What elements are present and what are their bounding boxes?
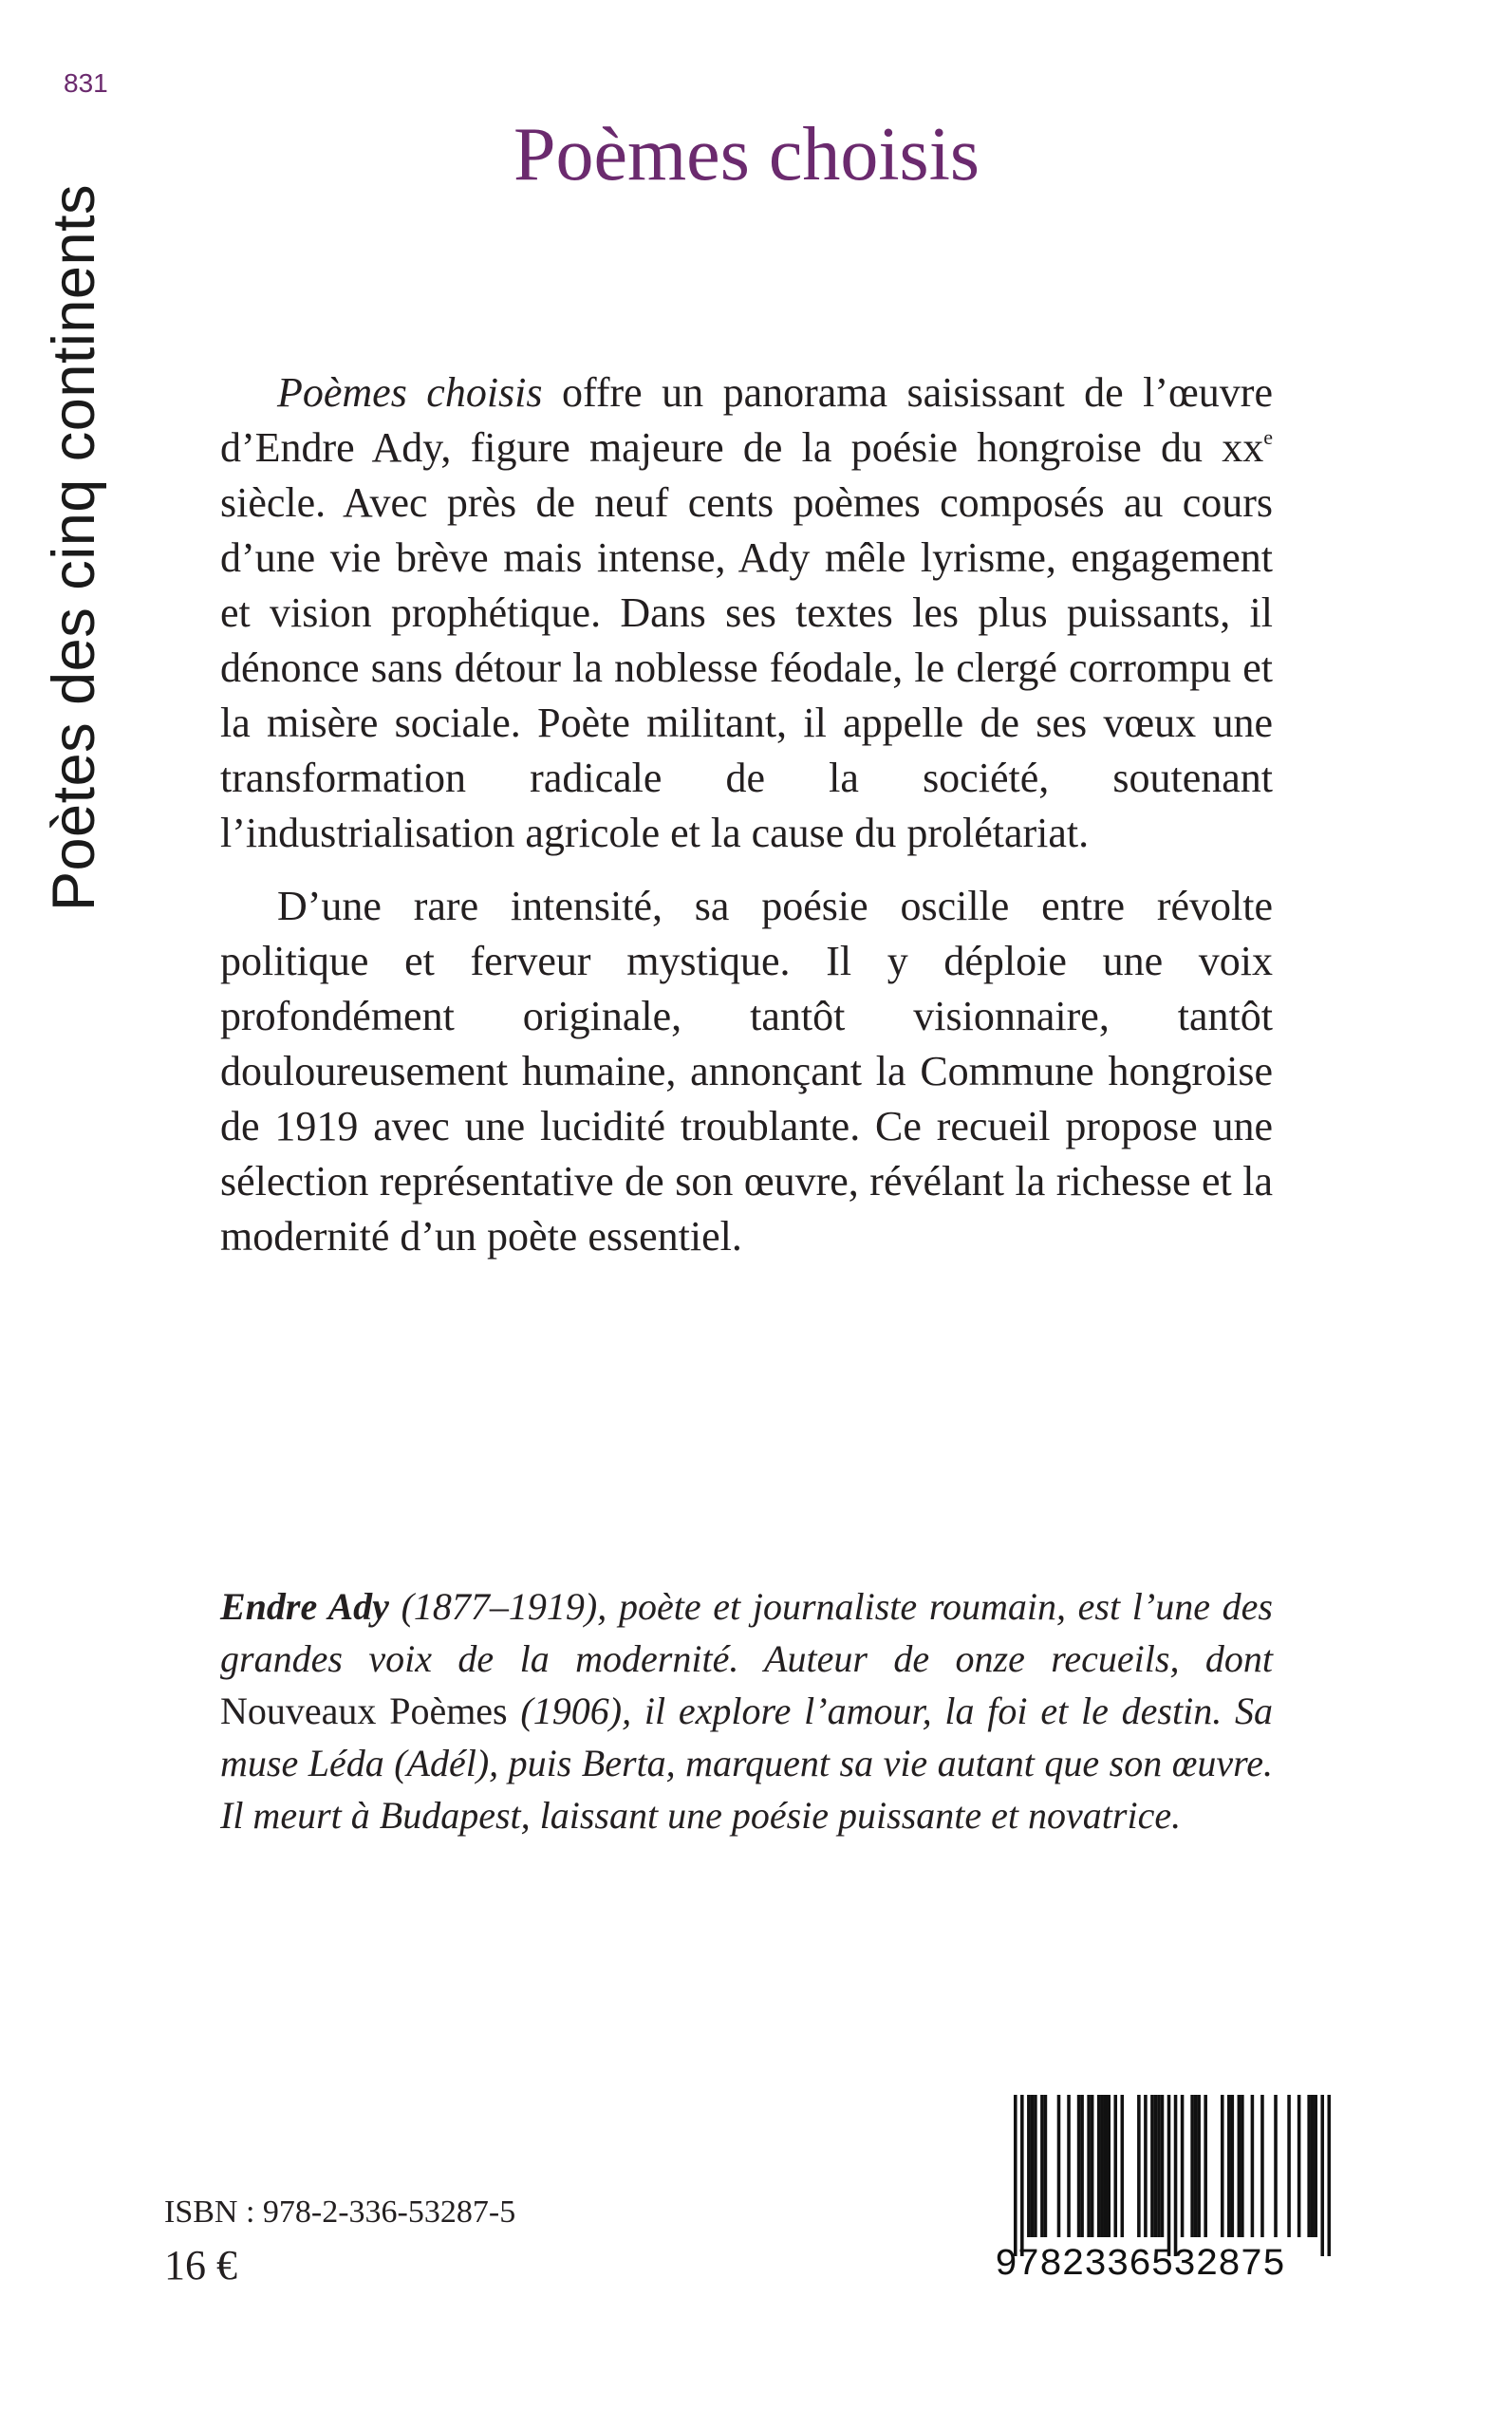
barcode-bar xyxy=(1251,2095,1255,2237)
barcode-bar xyxy=(1287,2095,1291,2237)
barcode-bar xyxy=(1137,2095,1141,2237)
barcode-bar xyxy=(1014,2095,1017,2256)
summary-text-b: siècle. Avec près de neuf cents poèmes composés au cours d’une vie brève mais intense, Ady mêle lyrisme, engagement et vision prophétique. Dans ses textes les plus puissants, il dénonce sans détour la noblesse féodale, le clergé corrompu et la misère sociale. Poète militant, il appelle de ses vœux une transformation radicale de la société, soutenant l’industrialisation agricole et la cause du prolétariat. xyxy=(220,479,1273,856)
barcode-bar xyxy=(1320,2095,1324,2256)
barcode-bar xyxy=(1150,2095,1154,2237)
barcode-bar xyxy=(1107,2095,1111,2237)
series-number: 831 xyxy=(64,68,108,98)
barcode-bar xyxy=(1104,2095,1108,2237)
barcode-bar xyxy=(1314,2095,1317,2237)
author-bio-paragraph xyxy=(220,1580,1273,1841)
barcode-bar xyxy=(1091,2095,1094,2237)
barcode-bar xyxy=(1154,2095,1158,2237)
summary-century: xx xyxy=(1222,424,1264,471)
barcode-bar xyxy=(1181,2095,1185,2237)
barcode-bar xyxy=(1231,2095,1235,2237)
barcode-bar xyxy=(1121,2095,1125,2237)
barcode-bar xyxy=(1161,2095,1165,2237)
barcode-bar xyxy=(1020,2095,1024,2256)
barcode-bar xyxy=(1087,2095,1091,2237)
barcode-bar xyxy=(1194,2095,1198,2237)
isbn: ISBN : 978-2-336-53287-5 xyxy=(164,2194,516,2230)
barcode-bar xyxy=(1027,2095,1031,2237)
book-title: Poèmes choisis xyxy=(513,113,980,196)
barcode-bar xyxy=(1307,2095,1311,2237)
author-name: Endre Ady xyxy=(220,1585,389,1628)
series-name: Poètes des cinq continents xyxy=(41,184,107,911)
barcode-bar xyxy=(1238,2095,1241,2237)
barcode-bar xyxy=(1077,2095,1081,2237)
barcode-bar xyxy=(1080,2095,1084,2237)
barcode-bar xyxy=(1034,2095,1037,2237)
barcode-bar xyxy=(1174,2095,1178,2256)
summary-paragraph-1 xyxy=(220,365,1273,861)
barcode-bar xyxy=(1057,2095,1061,2237)
barcode-bar xyxy=(1297,2095,1301,2237)
barcode-bar xyxy=(1274,2095,1278,2237)
author-work-title: Nouveaux Poèmes xyxy=(220,1690,508,1732)
barcode-bar xyxy=(1221,2095,1224,2237)
barcode-bar xyxy=(1157,2095,1161,2237)
barcode-bar xyxy=(1044,2095,1048,2237)
barcode-digits: 9782336532875 xyxy=(995,2244,1285,2287)
author-bio-text-a: (1877–1919), poète et journaliste roumain, est l’une des grandes voix de la modernité. Auteur de onze recueils, dont xyxy=(220,1585,1273,1680)
summary-century-sup: e xyxy=(1263,425,1273,449)
author-bio xyxy=(220,1580,1273,1841)
barcode-bar xyxy=(1100,2095,1104,2237)
barcode-bar xyxy=(1040,2095,1044,2237)
barcode-bar xyxy=(1227,2095,1231,2237)
barcode-bar xyxy=(1067,2095,1071,2237)
summary xyxy=(220,365,1273,1264)
barcode-bar xyxy=(1311,2095,1315,2237)
barcode-bar xyxy=(1327,2095,1331,2256)
barcode-bar xyxy=(1190,2095,1194,2237)
barcode-bar xyxy=(1197,2095,1201,2237)
summary-paragraph-2: D’une rare intensité, sa poésie oscille entre révolte politique et ferveur mystique. Il y déploie une voix profondément originale, tantôt visionnaire, tantôt douloureusement humaine, annonçant la Commune hongroise de 1919 avec une lucidité troublante. Ce recueil propose une sélection représentative de son œuvre, révélant la richesse et la modernité d’un poète essentiel. xyxy=(220,883,1273,1260)
price: 16 € xyxy=(164,2242,237,2288)
barcode xyxy=(1014,2095,1331,2256)
barcode-bar xyxy=(1113,2095,1117,2237)
barcode-bar xyxy=(1097,2095,1101,2237)
barcode-bar xyxy=(1167,2095,1171,2256)
summary-book-title: Poèmes choisis xyxy=(277,369,543,416)
barcode-bar xyxy=(1144,2095,1148,2237)
summary-text-a: offre un panorama saisissant de l’œuvre d’Endre Ady, figure majeure de la poésie hongroise du xyxy=(220,369,1273,471)
barcode-bar xyxy=(1260,2095,1264,2237)
barcode-bar xyxy=(1241,2095,1244,2237)
barcode-bar xyxy=(1031,2095,1035,2237)
author-bio-text-b: (1906), il explore l’amour, la foi et le destin. Sa muse Léda (Adél), puis Berta, marquent sa vie autant que son œuvre. Il meurt à Budapest, laissant une poésie puissante et novatrice. xyxy=(220,1690,1273,1837)
barcode-bar xyxy=(1204,2095,1207,2237)
